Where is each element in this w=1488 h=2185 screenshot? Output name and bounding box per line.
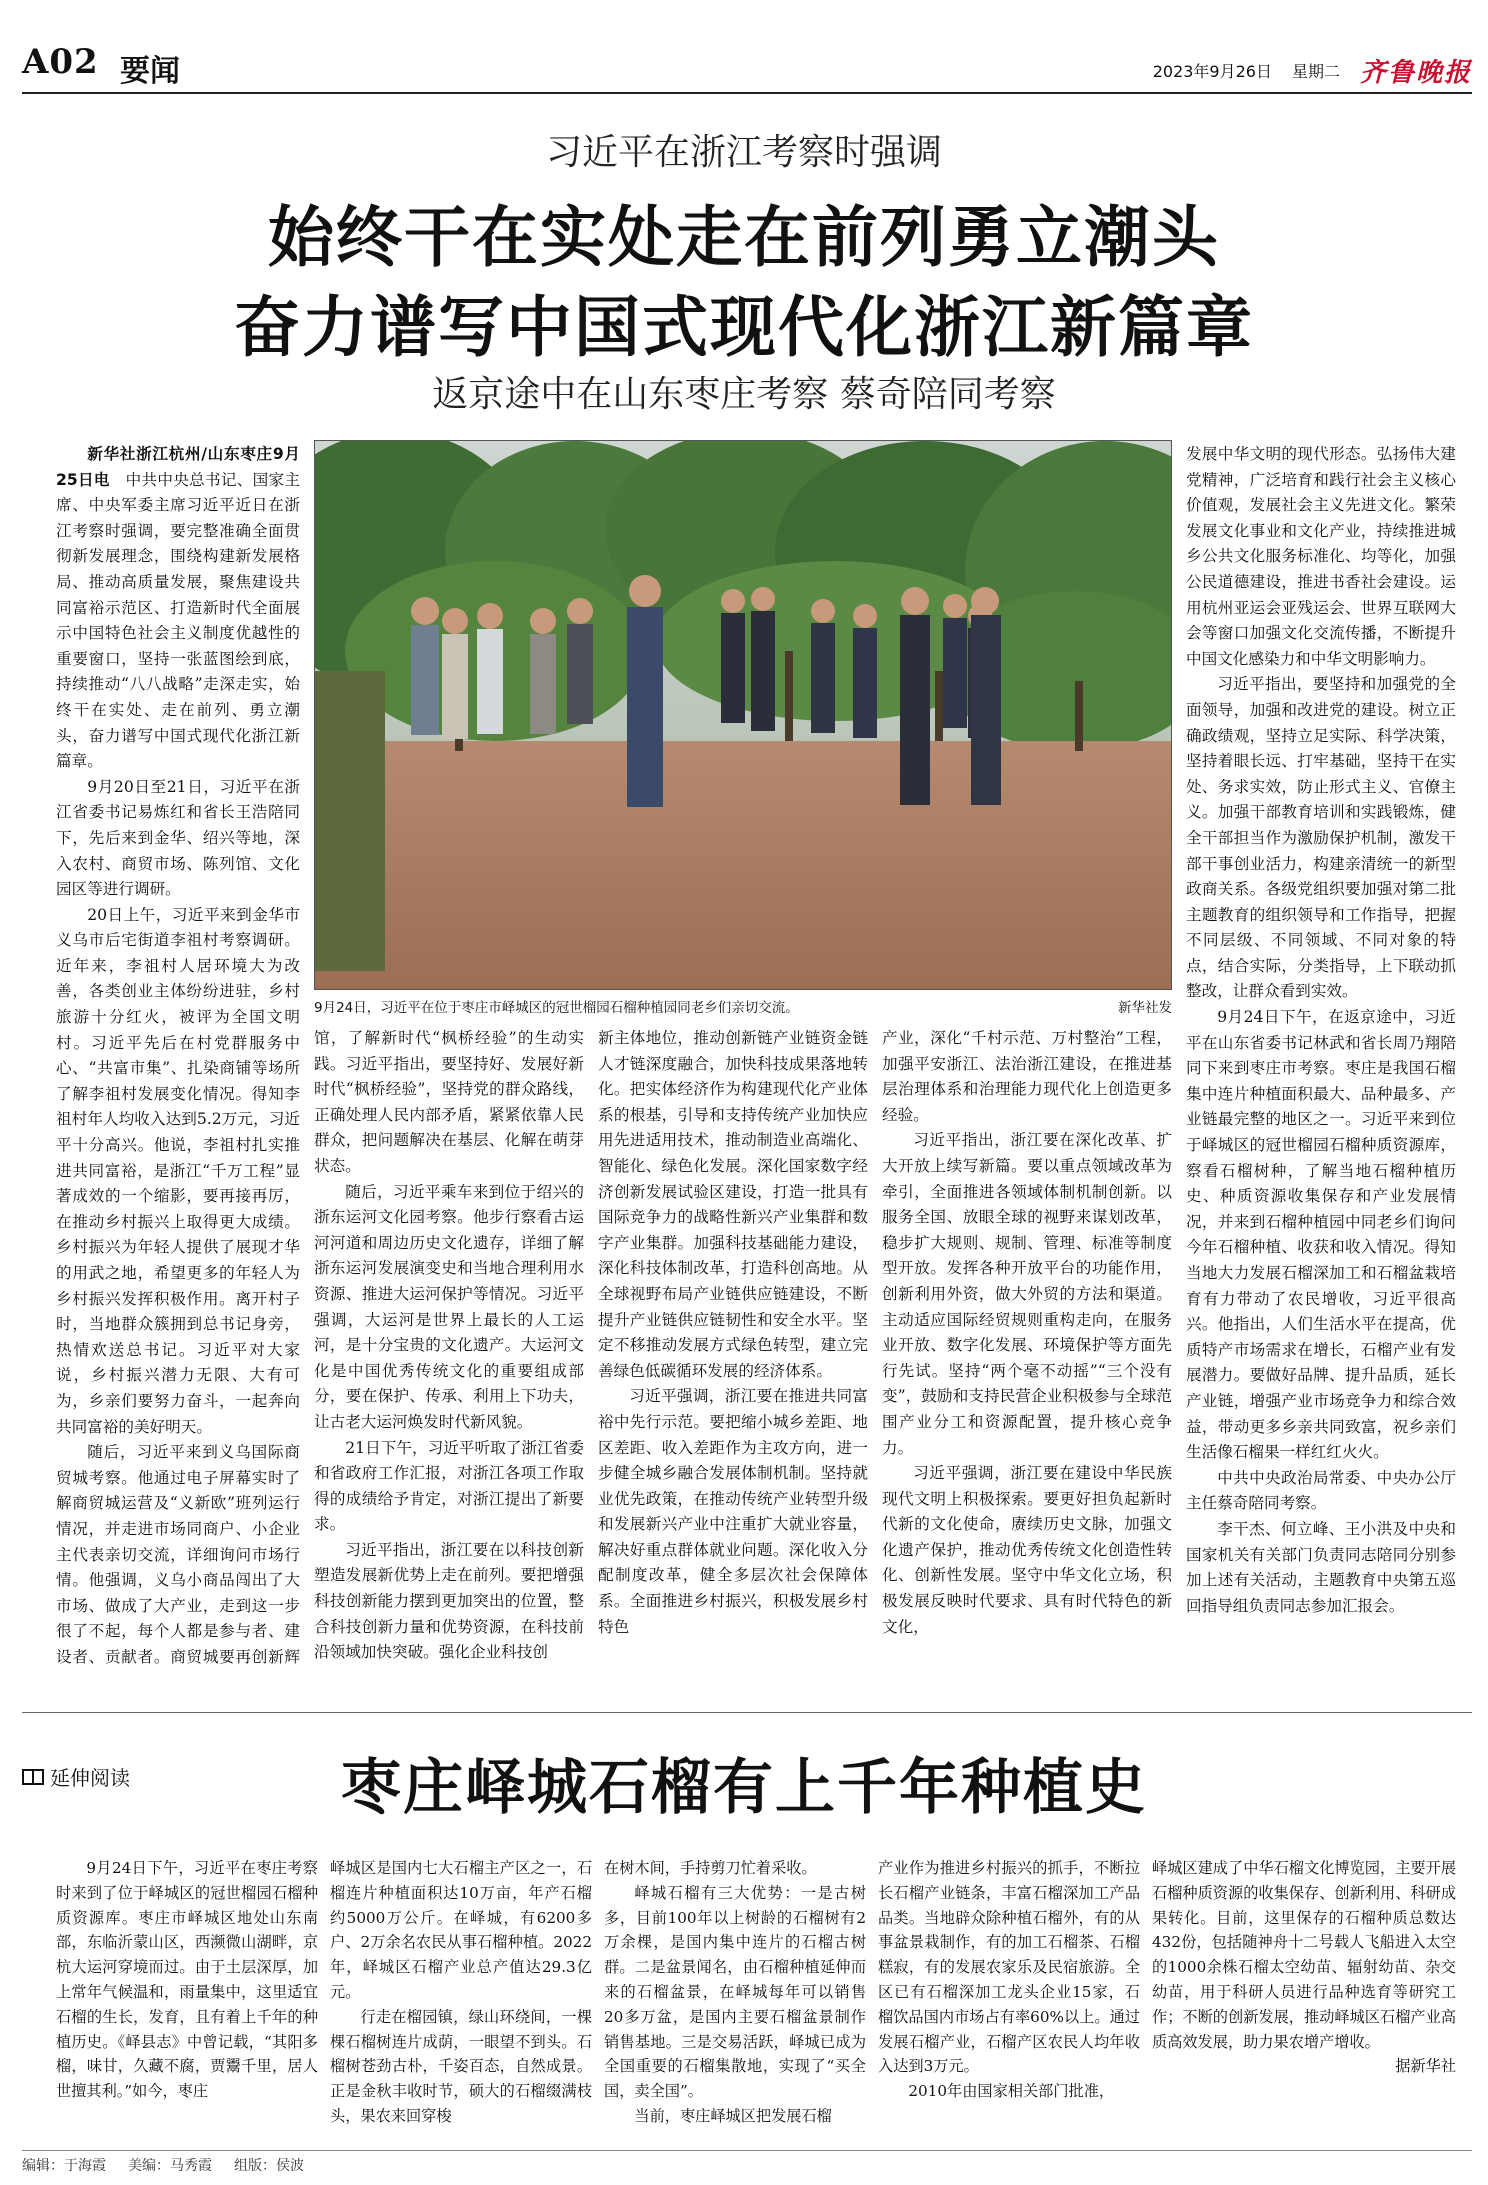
paragraph: 9月20日至21日，习近平在浙江省委书记易炼红和省长王浩陪同下，先后来到金华、绍兴等地，深入农村、商贸市场、陈列馆、文化园区等进行调研。: [56, 777, 300, 899]
newspaper-logo: 齐鲁晚报: [1359, 58, 1472, 88]
header-meta: [1153, 52, 1472, 89]
paragraph: 习近平强调，浙江要在建设中华民族现代文明上积极探索。要更好担负起新时代新的文化使命，赓续历史文脉，加强文化遗产保护，推动优秀传统文化创造性转化、创新性发展。坚守中华文化立场，积极发展反映时代要求、具有时代特色的新文化，: [882, 1464, 1172, 1636]
section-name: 要闻: [120, 54, 180, 89]
paragraph: 21日下午，习近平听取了浙江省委和省政府工作汇报，对浙江各项工作取得的成绩给予肯定，对浙江提出了新要求。: [314, 1438, 584, 1534]
page-number: A02: [22, 42, 99, 82]
paragraph: 习近平指出，要坚持和加强党的全面领导，加强和改进党的建设。树立正确政绩观，坚持立足实际、科学决策，坚持着眼长远、打牢基础，坚持干在实处、务求实效，防止形式主义、官僚主义。加强干部教育培训和实践锻炼，健全干部担当作为激励保护机制，激发干部干事创业活力，构建亲清统一的新型政商关系。各级党组织要加强对第二批主题教育的组织领导和工作指导，把握不同层级、不同领域、不同对象的特点，结合实际，分类指导，上下联动抓整改，让群众看到实效。: [1186, 675, 1456, 1001]
paragraph: 9月24日下午，在返京途中，习近平在山东省委书记林武和省长周乃翔陪同下来到枣庄市考察。枣庄是我国石榴集中连片种植面积最大、品种最多、产业链最完整的地区之一。习近平来到位于峄城区的冠世榴园石榴种质资源库，察看石榴树种，了解当地石榴种植历史、种质资源收集保存和产业发展情况，并来到石榴种植园中同老乡们询问今年石榴种植、收获和收入情况。得知当地大力发展石榴深加工和石榴盆栽培育有力带动了农民增收，习近平很高兴。他指出，人们生活水平在提高，优质特产市场需求在增长，石榴产业有发展潜力。要做好品牌、提升品质，延长产业链，增强产业市场竞争力和综合效益，带动更多乡亲共同致富，祝乡亲们生活像石榴果一样红红火火。: [1186, 1008, 1456, 1462]
extended-reading-text: 延伸阅读: [50, 1766, 130, 1790]
paragraph: 在树木间，手持剪刀忙着采收。: [604, 1859, 817, 1877]
article2-column-4: [878, 1856, 1140, 2138]
paragraph: 新主体地位，推动创新链产业链资金链人才链深度融合，加快科技成果落地转化。把实体经济作为构建现代化产业体系的根基，引导和支持传统产业加快应用先进适用技术，推动制造业高端化、智能化、绿色化发展。深化国家数字经济创新发展试验区建设，打造一批具有国际竞争力的战略性新兴产业集群和数字产业集群。加强科技基础能力建设，深化科技体制改革，打造科创高地。从全球视野布局产业链供应链建设，不断提升产业链供应链韧性和安全水平。坚定不移推动发展方式绿色转型，建立完善绿色低碳循环发展的经济体系。: [598, 1029, 868, 1380]
paragraph: 峄城区是国内七大石榴主产区之一，石榴连片种植面积达10万亩，年产石榴约5000万公斤。在峄城，有6200多户、2万余名农民从事石榴种植。2022年，峄城区石榴产业总产值达29.3亿元。: [330, 1859, 592, 2001]
paragraph: 9月24日下午，习近平在枣庄考察时来到了位于峄城区的冠世榴园石榴种质资源库。枣庄市峄城区地处山东南部，东临沂蒙山区，西濒微山湖畔，京杭大运河穿境而过。由于土层深厚，加上常年气候温和，雨量集中，这里适宜石榴的生长，发育，且有着上千年的种植历史。《峄县志》中曾记载，“其阳多榴，味甘，久藏不腐，贾鬻千里，居人世擅其利。”如今，枣庄: [56, 1859, 318, 2101]
paragraph: 2010年由国家相关部门批准，: [908, 2082, 1115, 2101]
paragraph: 峄城区建成了中华石榴文化博览园，主要开展石榴种质资源的收集保存、创新利用、科研成果转化。目前，这里保存的石榴种质总数达432份，包括随神舟十二号载人飞船进入太空的1000余株石榴太空幼苗、辐射幼苗、杂交幼苗，用于科研人员进行品种选育等研究工作；不断的创新发展，推动峄城区石榴产业高质高效发展，助力果农增产增收。: [1152, 1859, 1456, 2051]
paragraph: 中共中央政治局常委、中央办公厅主任蔡奇陪同考察。: [1186, 1468, 1456, 1513]
caption-text: 9月24日，习近平在位于枣庄市峄城区的冠世榴园石榴种植园同老乡们亲切交流。: [314, 1000, 799, 1016]
headline-line-2: 奋力谱写中国式现代化浙江新篇章: [234, 288, 1254, 366]
paragraph: 习近平指出，浙江要在以科技创新塑造发展新优势上走在前列。要把增强科技创新能力摆到更加突出的位置，整合科技创新力量和优势资源，在科技前沿领域加快突破。强化企业科技创: [314, 1540, 584, 1662]
page-footer: [22, 2150, 1472, 2175]
article2-headline: 枣庄峄城石榴有上千年种植史: [341, 1753, 1147, 1823]
paragraph: 随后，习近平来到义乌国际商贸城考察。他通过电子屏幕实时了解商贸城运营及“义新欧”班列运行情况，并走进市场同商户、小企业主代表亲切交流，详细询问市场行情。他强调，义乌小商品闯出了大市场、做成了大产业，走到这一步很了不起，每个人都是参与者、建设者、贡献者。商贸城要再创新辉: [56, 1443, 300, 1666]
section-divider: [22, 1712, 1472, 1713]
photo-caption: [314, 996, 1172, 1016]
article-subhead: 返京途中在山东枣庄考察 蔡奇陪同考察: [432, 374, 1056, 415]
news-photo: [314, 440, 1172, 990]
article2-column-2: [330, 1856, 592, 2138]
paragraph: 李干杰、何立峰、王小洪及中央和国家机关有关部门负责同志陪同分别参加上述有关活动，主题教育中央第五巡回指导组负责同志参加汇报会。: [1186, 1519, 1456, 1615]
paragraph: 产业作为推进乡村振兴的抓手，不断拉长石榴产业链条，丰富石榴深加工产品品类。当地辟众除种植石榴外，有的从事盆景栽制作，有的加工石榴茶、石榴糕寂，有的发展农家乐及民宿旅游。全区已有石榴深加工龙头企业15家，石榴饮品国内市场占有率60%以上。通过发展石榴产业，石榴产区农民人均年收入达到3万元。: [878, 1859, 1140, 2076]
page-header: [22, 38, 1472, 94]
paragraph: 产业，深化“千村示范、万村整治”工程，加强平安浙江、法治浙江建设，在推进基层治理体系和治理能力现代化上创造更多经验。: [882, 1029, 1172, 1124]
designer-credit: 美编：马秀霞: [128, 2158, 212, 2174]
issue-date: 2023年9月26日: [1152, 62, 1272, 81]
editor-credit: 编辑：于海霞: [22, 2158, 106, 2174]
article-column-1: [56, 442, 300, 1666]
paragraph: 馆，了解新时代“枫桥经验”的生动实践。习近平指出，要坚持好、发展好新时代“枫桥经验”，坚持党的群众路线，正确处理人民内部矛盾，紧紧依靠人民群众，把问题解决在基层、化解在萌芽状态。: [314, 1029, 584, 1175]
article2-column-5: [1152, 1856, 1456, 2138]
paragraph: 习近平指出，浙江要在深化改革、扩大开放上续写新篇。要以重点领域改革为牵引，全面推进各领域体制机制创新。以服务全国、放眼全球的视野来谋划改革，稳步扩大规则、规制、管理、标准等制度型开放。发挥各种开放平台的功能作用，创新利用外资，做大外贸的方法和渠道。主动适应国际经贸规则重构走向，在服务业开放、数字化发展、环境保护等方面先行先试。坚持“两个毫不动摇”“三个没有变”，鼓励和支持民营企业积极参与全球范围产业分工和资源配置，提升核心竞争力。: [882, 1131, 1172, 1457]
issue-weekday: 星期二: [1291, 62, 1340, 81]
article2-column-3: [604, 1856, 866, 2138]
article-kicker: 习近平在浙江考察时强调: [545, 132, 942, 173]
photo-credit: 新华社发: [1118, 1000, 1172, 1016]
paragraph: 习近平强调，浙江要在推进共同富裕中先行示范。要把缩小城乡差距、地区差距、收入差距作为主攻方向，进一步健全城乡融合发展体制机制。坚持就业优先政策，在推动传统产业转型升级和发展新兴产业中注重扩大就业容量，解决好重点群体就业问题。深化收入分配制度改革，健全多层次社会保障体系。全面推进乡村振兴，积极发展乡村特色: [598, 1387, 868, 1636]
paragraph: 中共中央总书记、国家主席、中央军委主席习近平近日在浙江考察时强调，要完整准确全面贯彻新发展理念，围绕构建新发展格局、推动高质量发展，聚焦建设共同富裕示范区、打造新时代全面展示中国特色社会主义制度优越性的重要窗口，坚持一张蓝图绘到底，持续推动“八八战略”走深走实，始终干在实处、走在前列、勇立潮头，奋力谱写中国式现代化浙江新篇章。: [56, 470, 300, 771]
paragraph: 峄城石榴有三大优势：一是古树多，目前100年以上树龄的石榴树有2万余棵，是国内集中连片的石榴古树群。二是盆景闻名，由石榴种植延伸而来的石榴盆景，在峄城每年可以销售20多万盆，是国内主要石榴盆景制作销售基地。三是交易活跃，峄城已成为全国重要的石榴集散地，实现了“买全国，卖全国”。: [604, 1883, 866, 2101]
headline-line-1: 始终干在实处走在前列勇立潮头: [268, 198, 1220, 276]
orchard-photo-illustration: [315, 441, 1172, 990]
layout-credit: 组版：侯波: [234, 2158, 304, 2174]
paragraph: 20日上午，习近平来到金华市义乌市后宅街道李祖村考察调研。近年来，李祖村人居环境大为改善，各类创业主体纷纷进驻，乡村旅游十分红火，被评为全国文明村。习近平先后在村党群服务中心、“共富市集”、扎染商铺等场所了解李祖村发展变化情况。得知李祖村年人均收入达到5.2万元，习近平十分高兴。他说，李祖村扎实推进共同富裕，是浙江“千万工程”显著成效的一个缩影，要再接再厉，在推动乡村振兴上取得更大成绩。乡村振兴为年轻人提供了展现才华的用武之地，希望更多的年轻人为乡村振兴发挥积极作用。离开村子时，当地群众簇拥到总书记身旁，热情欢送总书记。习近平对大家说，乡村振兴潜力无限、大有可为，乡亲们要努力奋斗，一起奔向共同富裕的美好明天。: [56, 905, 300, 1436]
dateline: 新华社浙江杭州/山东枣庄9月25日电: [56, 445, 300, 489]
article2-column-1: [56, 1856, 318, 2138]
paragraph: 发展中华文明的现代形态。弘扬伟大建党精神，广泛培育和践行社会主义核心价值观，发展社会主义先进文化。繁荣发展文化事业和文化产业，持续推进城乡公共文化服务标准化、均等化，加强公民道德建设，推进书香社会建设。运用杭州亚运会亚残运会、世界互联网大会等窗口加强文化交流传播，不断提升中国文化感染力和中华文明影响力。: [1186, 445, 1456, 668]
article-column-5: [1186, 442, 1456, 1666]
article-column-4: [882, 1026, 1172, 1666]
paragraph: 随后，习近平乘车来到位于绍兴的浙东运河文化园考察。他步行察看古运河河道和周边历史文化遗存，详细了解浙东运河发展演变史和当地合理利用水资源、推进大运河保护等情况。习近平强调，大运河是世界上最长的人工运河，是十分宝贵的文化遗产。大运河文化是中国优秀传统文化的重要组成部分，要在保护、传承、利用上下功夫，让古老大运河焕发时代新风貌。: [314, 1182, 584, 1431]
paragraph: 行走在榴园镇，绿山环绕间，一棵棵石榴树连片成荫，一眼望不到头。石榴树苍劲古朴，千姿百态，自然成景。正是金秋丰收时节，硕大的石榴缀满枝头，果农来回穿梭: [330, 2007, 592, 2125]
article2-credit: 据新华社: [1395, 2057, 1456, 2076]
article-column-3: [598, 1026, 868, 1666]
paragraph: 当前，枣庄峄城区把发展石榴: [634, 2106, 832, 2125]
article-column-2: [314, 1026, 584, 1666]
